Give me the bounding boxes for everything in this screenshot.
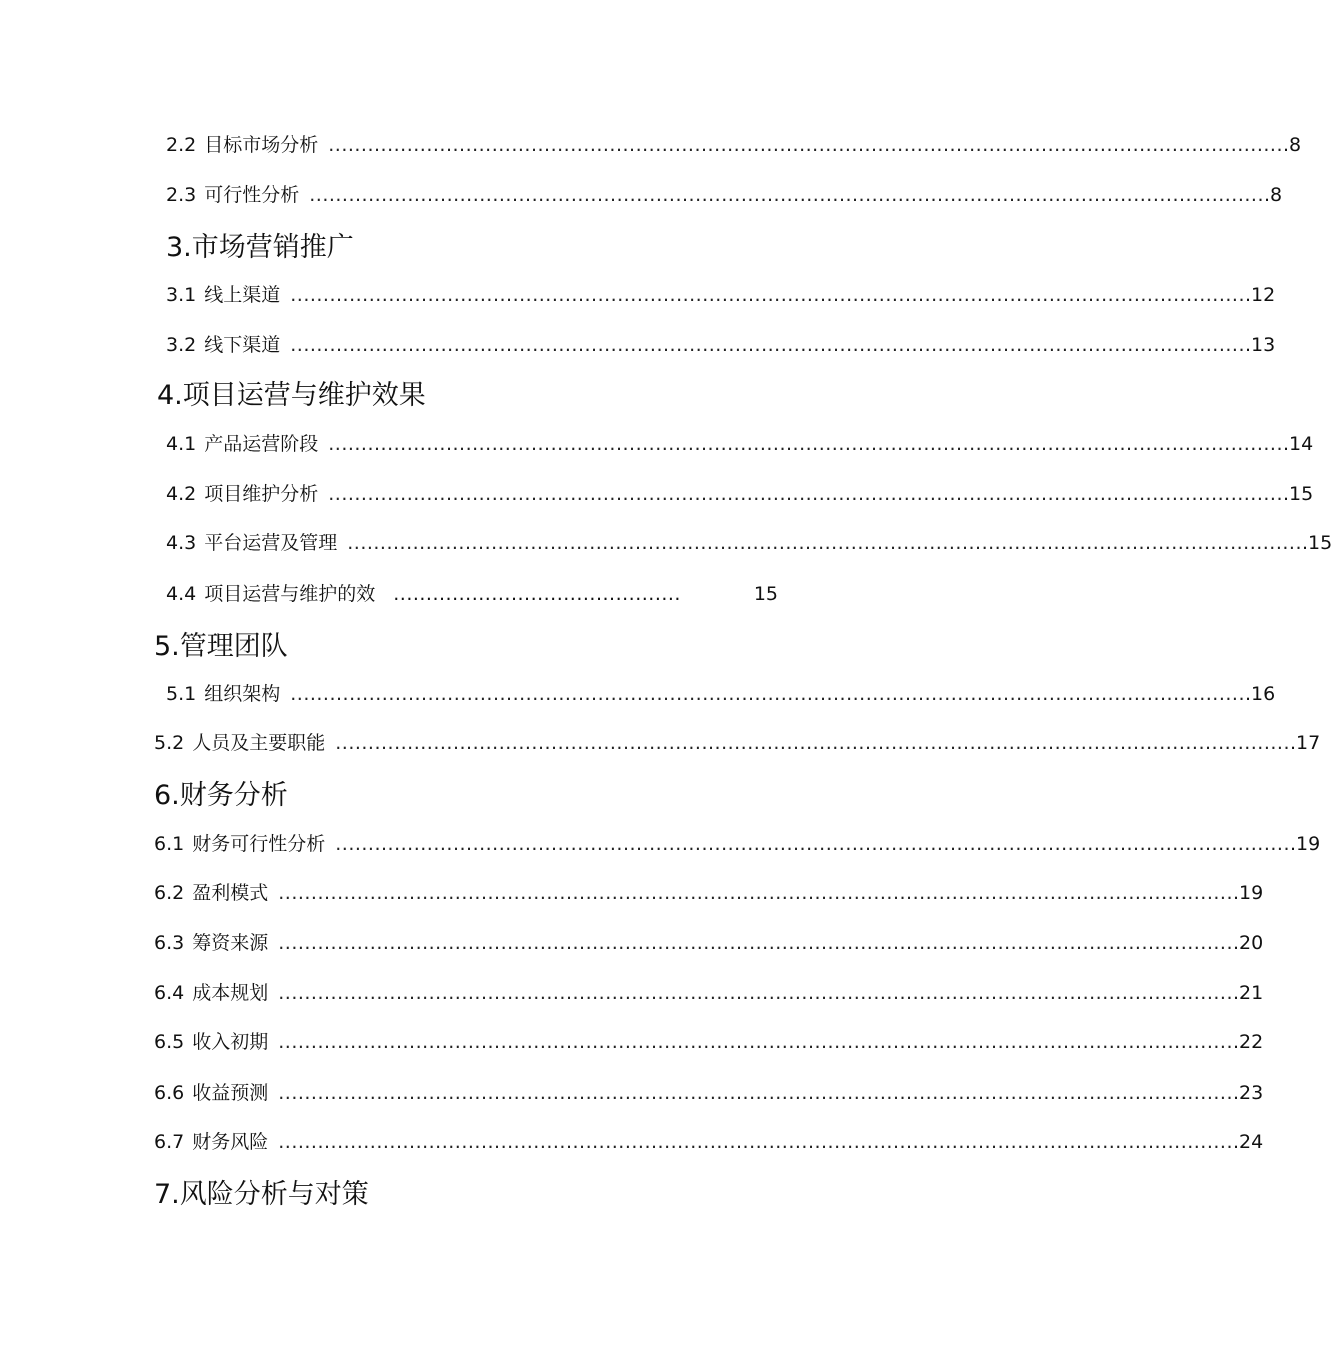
toc-entry-5-2[interactable] [154, 731, 1321, 755]
toc-entry-title: 组织架构 [204, 683, 281, 705]
toc-entry-number: 6.4 [154, 982, 185, 1004]
toc-entry-number: 6.3 [154, 932, 185, 954]
dot-leader: .................................................................................................................................................. [328, 134, 1284, 156]
toc-heading-7[interactable] [154, 1179, 369, 1211]
toc-page-number: .21 [1233, 982, 1264, 1004]
dot-leader: .................................................................................................................................................. [278, 882, 1234, 904]
toc-entry-number: 4.2 [166, 483, 197, 505]
toc-page-number: .13 [1245, 334, 1276, 356]
dot-leader: .................................................................................................................................................. [328, 433, 1284, 455]
toc-entry-6-3[interactable] [154, 931, 1264, 955]
toc-entry-6-7[interactable] [154, 1130, 1264, 1154]
toc-entry-number: 2.2 [166, 134, 197, 156]
toc-heading-3[interactable] [166, 232, 354, 264]
toc-page-number: .14 [1283, 433, 1314, 455]
dot-leader: ............................................ [393, 583, 681, 605]
dot-leader: .................................................................................................................................................. [278, 932, 1234, 954]
heading-number: 3. [166, 232, 192, 263]
dot-leader: .................................................................................................................................................. [290, 683, 1246, 705]
toc-page-number: .19 [1290, 833, 1321, 855]
toc-entry-number: 5.2 [154, 732, 185, 754]
dot-leader: .................................................................................................................................................. [328, 483, 1284, 505]
toc-entry-title: 财务可行性分析 [192, 833, 326, 855]
toc-entry-number: 4.1 [166, 433, 197, 455]
toc-entry-title: 可行性分析 [204, 184, 300, 206]
heading-title: 风险分析与对策 [179, 1179, 369, 1210]
heading-number: 6. [154, 780, 180, 811]
dot-leader: .................................................................................................................................................. [335, 833, 1291, 855]
toc-page-number: .19 [1233, 882, 1264, 904]
toc-page-number: .17 [1290, 732, 1321, 754]
toc-heading-5[interactable] [154, 631, 288, 663]
toc-entry-number: 6.6 [154, 1082, 185, 1104]
toc-entry-title: 收入初期 [192, 1031, 269, 1053]
toc-entry-number: 3.2 [166, 334, 197, 356]
toc-page-number: .24 [1233, 1131, 1264, 1153]
toc-entry-number: 6.7 [154, 1131, 185, 1153]
toc-page-number: .16 [1245, 683, 1276, 705]
toc-heading-6[interactable] [154, 780, 288, 812]
dot-leader: .................................................................................................................................................. [278, 982, 1234, 1004]
toc-entry-title: 筹资来源 [192, 932, 269, 954]
toc-entry-title: 线下渠道 [204, 334, 281, 356]
toc-entry-title: 产品运营阶段 [204, 433, 319, 455]
toc-entry-6-5[interactable] [154, 1030, 1264, 1054]
dot-leader: .................................................................................................................................................. [278, 1031, 1234, 1053]
dot-leader: .................................................................................................................................................. [278, 1082, 1234, 1104]
toc-page-number: .15 [1302, 532, 1332, 554]
toc-entry-title: 成本规划 [192, 982, 269, 1004]
toc-page-number: .8 [1283, 134, 1302, 156]
heading-number: 5. [154, 631, 180, 662]
toc-entry-4-1[interactable] [166, 432, 1314, 456]
toc-entry-3-2[interactable] [166, 333, 1276, 357]
heading-title: 财务分析 [179, 780, 288, 811]
toc-entry-4-2[interactable] [166, 482, 1314, 506]
heading-title: 项目运营与维护效果 [182, 380, 426, 411]
toc-entry-title: 项目运营与维护的效 [204, 583, 376, 605]
heading-title: 管理团队 [179, 631, 288, 662]
toc-entry-6-4[interactable] [154, 981, 1264, 1005]
toc-entry-2-3[interactable] [166, 183, 1283, 207]
toc-entry-title: 财务风险 [192, 1131, 269, 1153]
dot-leader: .................................................................................................................................................. [290, 284, 1246, 306]
toc-entry-number: 6.1 [154, 833, 185, 855]
toc-page-number: .12 [1245, 284, 1276, 306]
toc-entry-number: 3.1 [166, 284, 197, 306]
toc-entry-title: 项目维护分析 [204, 483, 319, 505]
toc-entry-number: 4.4 [166, 583, 197, 605]
toc-entry-title: 目标市场分析 [204, 134, 319, 156]
toc-entry-2-2[interactable] [166, 133, 1302, 157]
toc-entry-title: 平台运营及管理 [204, 532, 338, 554]
heading-number: 4. [157, 380, 183, 411]
toc-entry-number: 5.1 [166, 683, 197, 705]
toc-entry-title: 人员及主要职能 [192, 732, 326, 754]
toc-entry-5-1[interactable] [166, 682, 1276, 706]
toc-page-number: .8 [1264, 184, 1283, 206]
toc-entry-number: 6.5 [154, 1031, 185, 1053]
dot-leader: .................................................................................................................................................. [347, 532, 1303, 554]
toc-entry-title: 收益预测 [192, 1082, 269, 1104]
toc-entry-number: 4.3 [166, 532, 197, 554]
toc-page-number: .22 [1233, 1031, 1264, 1053]
heading-title: 市场营销推广 [191, 232, 354, 263]
toc-entry-title: 盈利模式 [192, 882, 269, 904]
toc-page-number: .20 [1233, 932, 1264, 954]
dot-leader: .................................................................................................................................................. [278, 1131, 1234, 1153]
toc-entry-6-1[interactable] [154, 832, 1321, 856]
toc-entry-title: 线上渠道 [204, 284, 281, 306]
toc-entry-number: 2.3 [166, 184, 197, 206]
toc-page-number: .23 [1233, 1082, 1264, 1104]
toc-entry-3-1[interactable] [166, 283, 1276, 307]
toc-entry-6-2[interactable] [154, 881, 1264, 905]
dot-leader: .................................................................................................................................................. [335, 732, 1291, 754]
dot-leader: .................................................................................................................................................. [290, 334, 1246, 356]
heading-number: 7. [154, 1179, 180, 1210]
toc-heading-4[interactable] [157, 380, 426, 412]
toc-entry-number: 6.2 [154, 882, 185, 904]
toc-entry-4-3[interactable] [166, 531, 1332, 555]
toc-page-number: .15 [1283, 483, 1314, 505]
toc-entry-4-4[interactable] [166, 582, 778, 606]
dot-leader: .................................................................................................................................................. [309, 184, 1265, 206]
toc-page-number: 15 [753, 583, 778, 605]
toc-entry-6-6[interactable] [154, 1081, 1264, 1105]
